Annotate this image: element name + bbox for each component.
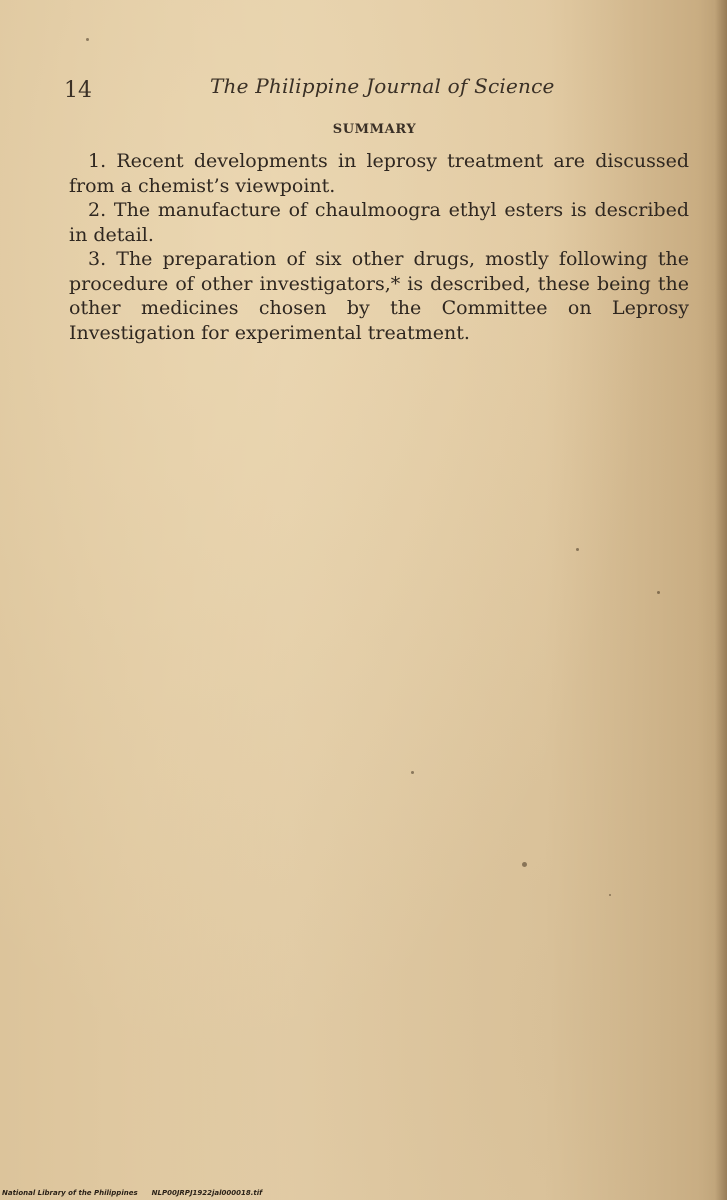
journal-title: The Philippine Journal of Science [210,74,555,98]
paper-speck [86,38,89,41]
paper-speck [522,862,527,867]
summary-item-1: 1. Recent developments in leprosy treatment are discussed from a chemist’s viewpoint. [69,150,689,197]
footer-library: National Library of the Philippines [2,1189,138,1197]
summary-item-3: 3. The preparation of six other drugs, mostly following the procedure of other investigators,* is described, these being the other medicines chosen by the Committee on Leprosy Investigation for experimental treatment. [69,248,689,344]
paper-speck [411,771,414,774]
page-number: 14 [64,78,92,103]
scan-footer [2,1189,262,1197]
footer-file-id: NLP00JRPJ1922jal000018.tif [151,1189,263,1197]
page-edge-shadow [715,0,727,1200]
running-head [64,72,624,106]
paper-speck [657,591,660,594]
paper-speck [576,548,579,551]
summary-item-2: 2. The manufacture of chaulmoogra ethyl esters is described in detail. [69,199,689,246]
paper-speck [609,894,611,896]
summary-list [69,149,689,345]
section-heading: SUMMARY [332,122,417,137]
